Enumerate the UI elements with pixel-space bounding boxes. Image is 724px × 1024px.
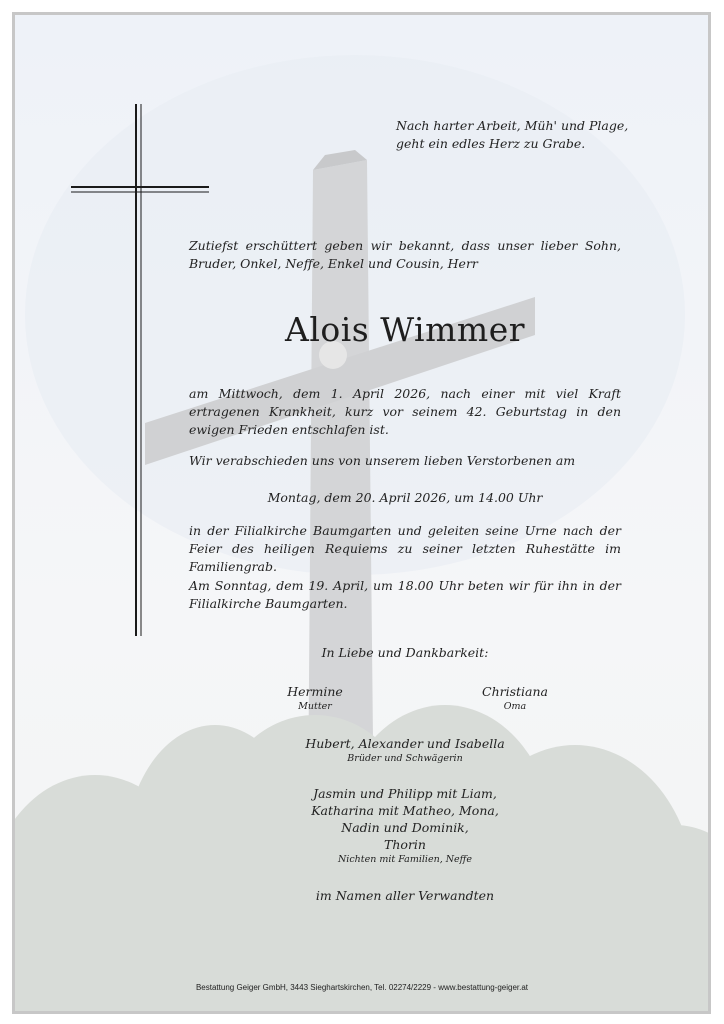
mourner-role: Nichten mit Familien, Neffe — [337, 854, 473, 865]
motto-line-1: Nach harter Arbeit, Müh' und Plage, — [396, 118, 629, 133]
mourner-role: Oma — [503, 701, 527, 712]
mourner-role: Brüder und Schwägerin — [347, 753, 463, 764]
intro-text: Zutiefst erschüttert geben wir bekannt, dass unser lieber Sohn, Bruder, Onkel, Neffe, Enkel und Cousin, Herr — [189, 238, 621, 271]
funeral-details: in der Filialkirche Baumgarten und geleiten seine Urne nach der Feier des heiligen Requiems zu seiner letzten Ruhestätte im Familiengrab. — [189, 523, 621, 574]
closing-line: im Namen aller Verwandten — [315, 888, 495, 903]
mourner-mother — [255, 683, 375, 714]
mourner-line: Katharina mit Matheo, Mona, — [311, 803, 499, 818]
death-notice: am Mittwoch, dem 1. April 2026, nach einer mit viel Kraft ertragenen Krankheit, kurz vor seinem 42. Geburtstag in den ewigen Frieden entschlafen ist. — [189, 386, 621, 437]
mourner-role: Mutter — [298, 701, 332, 712]
mourner-line: Nadin und Dominik, — [341, 820, 469, 835]
mourner-grandmother — [455, 683, 575, 714]
mourner-name: Christiana — [482, 684, 548, 699]
funeral-date: Montag, dem 20. April 2026, um 14.00 Uhr — [267, 490, 543, 505]
prayer-notice: Am Sonntag, dem 19. April, um 18.00 Uhr beten wir für ihn in der Filialkirche Baumgarten. — [189, 578, 621, 611]
deceased-name: Alois Wimmer — [284, 310, 525, 349]
motto-line-2: geht ein edles Herz zu Grabe. — [396, 136, 586, 151]
footer-funeral-home: Bestattung Geiger GmbH, 3443 Sieghartskirchen, Tel. 02274/2229 - www.bestattung-geiger.at — [195, 983, 529, 992]
thanks-line: In Liebe und Dankbarkeit: — [321, 645, 489, 660]
mourner-name: Hubert, Alexander und Isabella — [305, 736, 505, 751]
mourner-name: Hermine — [287, 684, 343, 699]
motto — [396, 117, 676, 153]
mourner-line: Jasmin und Philipp mit Liam, — [313, 786, 497, 801]
mourner-nieces — [189, 785, 621, 867]
mourner-line: Thorin — [384, 837, 426, 852]
mourner-siblings — [189, 735, 621, 766]
farewell-intro: Wir verabschieden uns von unserem lieben Verstorbenen am — [189, 453, 576, 468]
